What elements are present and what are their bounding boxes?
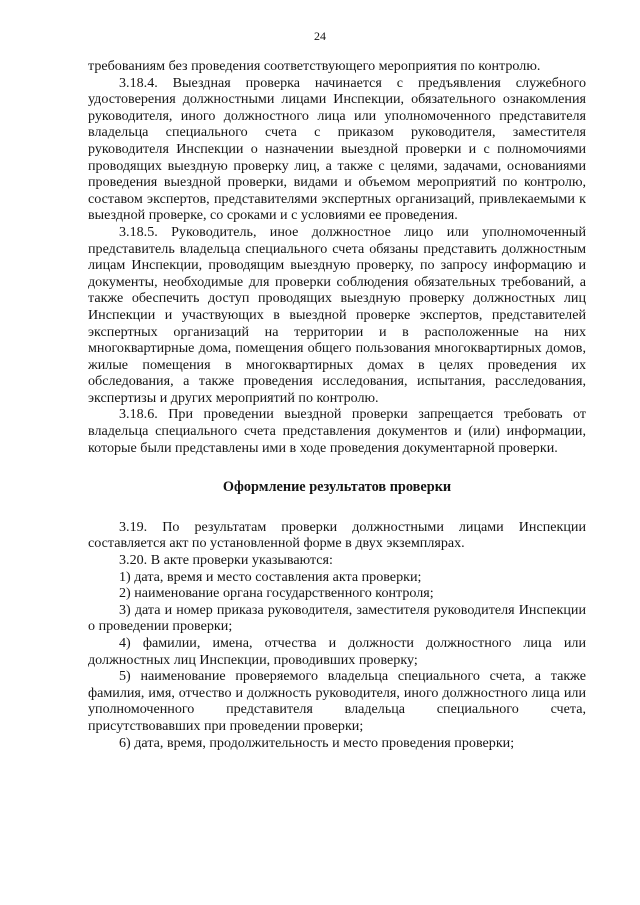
paragraph-3-18-6: 3.18.6. При проведении выездной проверки запрещается требовать от владельца специального счета представления документов и (или) информации, которые были представлены ими в ходе проведения документарной проверки.: [88, 406, 586, 456]
paragraph-3-18-4: 3.18.4. Выездная проверка начинается с предъявления служебного удостоверения должностными лицами Инспекции, обязательного ознакомления руководителя, иного должностного лица или уполномоченного представителя владельца специального счета с приказом руководителя, заместителя руководителя Инспекции о назначении выездной проверки и с полномочиями проводящих выездную проверку лиц, а также с целями, задачами, основаниями проведения выездной проверки, видами и объемом мероприятий по контролю, составом экспертов, представителями экспертных организаций, привлекаемыми к выездной проверке, со сроками и с условиями ее проведения.: [88, 74, 586, 224]
paragraph-3-19: 3.19. По результатам проверки должностными лицами Инспекции составляется акт по установленной форме в двух экземплярах.: [88, 518, 586, 552]
list-item-6: 6) дата, время, продолжительность и место проведения проверки;: [119, 734, 515, 751]
page-number: 24: [314, 29, 326, 43]
list-item-2: 2) наименование органа государственного контроля;: [119, 585, 434, 602]
paragraph-3-18-5: 3.18.5. Руководитель, иное должностное лицо или уполномоченный представитель владельца специального счета обязаны представить должностным лицам Инспекции, проводящим выездную проверку, по запросу информацию и документы, необходимые для проверки соблюдения обязательных требований, а также обеспечить доступ проводящих выездную проверку должностных лиц Инспекции и участвующих в выездной проверке экспертов, представителей экспертных организаций на территории и в расположенные на них многоквартирные дома, помещения общего пользования многоквартирных домов, жилые помещения в многоквартирных домах в целях проведения их обследования, а также проведения исследования, испытания, расследования, экспертизы и других мероприятий по контролю.: [88, 223, 586, 406]
paragraph-3-20: 3.20. В акте проверки указываются:: [119, 552, 333, 569]
list-item-5: 5) наименование проверяемого владельца специального счета, а также фамилия, имя, отчество и должность руководителя, иного должностного лица или уполномоченного представителя владельца специального счета, присутствовавших при проведении проверки;: [88, 668, 586, 734]
list-item-4: 4) фамилии, имена, отчества и должности должностного лица или должностных лиц Инспекции, проводивших проверку;: [88, 635, 586, 668]
list-item-3: 3) дата и номер приказа руководителя, заместителя руководителя Инспекции о проведении проверки;: [88, 601, 586, 635]
list-item-1: 1) дата, время и место составления акта проверки;: [119, 568, 422, 585]
paragraph-continuation: требованиям без проведения соответствующего мероприятия по контролю.: [88, 58, 541, 74]
document-body: [88, 58, 586, 751]
section-heading: Оформление результатов проверки: [222, 479, 452, 496]
